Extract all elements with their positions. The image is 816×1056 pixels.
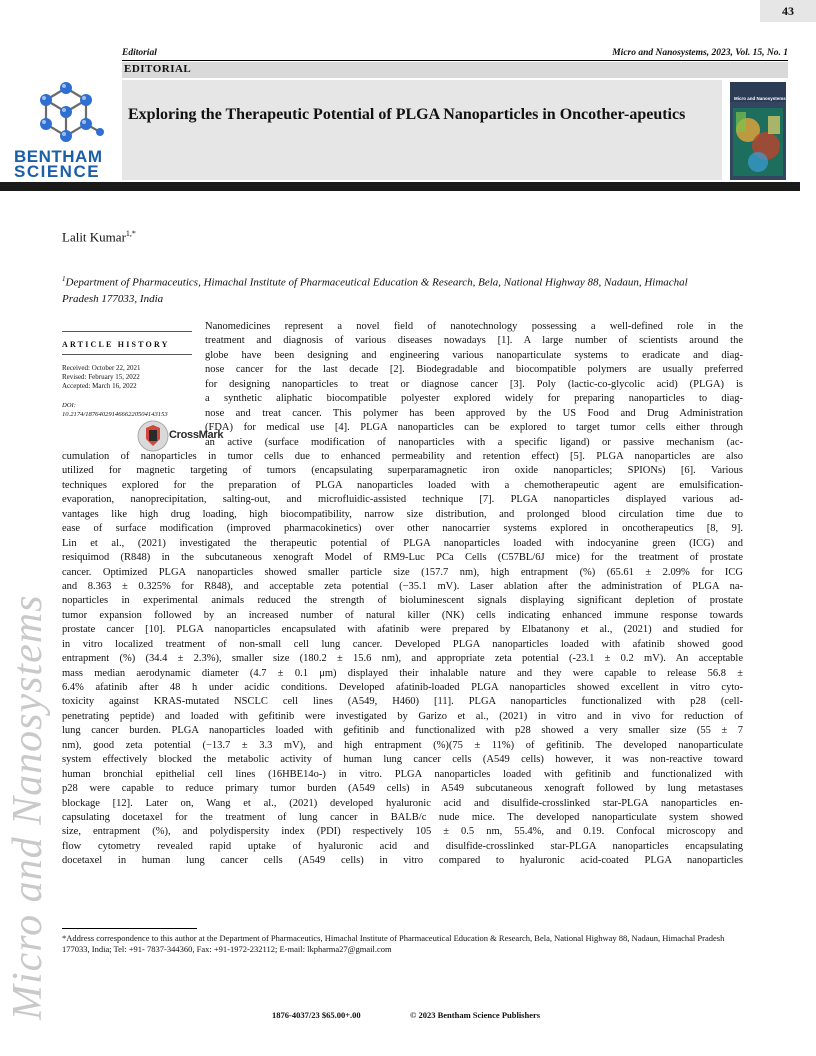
body-line: nm), good zeta potential (−13.7 ± 3.3 mV), and high entrapment (%)(75 ± 11%) of gefitinib. The developed nanoparticulate bbox=[62, 739, 743, 751]
body-line: treatment and diagnosis of various diseases nowadays [1]. A large number of scientists around the bbox=[205, 335, 743, 347]
author-line bbox=[62, 229, 136, 245]
publisher-logo-line2: SCIENCE bbox=[14, 162, 101, 181]
received-date: Received: October 22, 2021 bbox=[62, 364, 141, 372]
doi-value[interactable]: 10.2174/1876402914666220504143153 bbox=[62, 411, 168, 418]
journal-side-label: Micro and Nanosystems bbox=[5, 594, 51, 1020]
body-paragraph-top bbox=[205, 320, 743, 450]
body-line: vantages like high drug loading, high biocompatibility, narrow size distribution, and prolonged blood circulation time due to bbox=[62, 508, 743, 520]
crossmark-icon bbox=[136, 419, 170, 453]
history-rule-top bbox=[62, 331, 192, 332]
body-line: p28 were capable to reduce primary tumor burden (A549 cells) in A549 subcutaneous xenograft followed by lung metastases bbox=[62, 783, 743, 795]
body-line: techniques explored for the preparation of PLGA nanoparticles loaded with a chemotherapeutic agent are emulsification- bbox=[62, 479, 743, 491]
revised-date: Revised: February 15, 2022 bbox=[62, 373, 140, 381]
body-line: Nanomedicines represent a novel field of nanotechnology possessing a well-defined role in the bbox=[205, 321, 743, 332]
body-line: human bronchial epithelial cell lines (16HBE14o-) in vitro. PLGA nanoparticles loaded with gefitinib and functionalized with bbox=[62, 768, 743, 780]
body-line: for designing nanoparticles to treat or diagnose cancer [3]. Poly (lactic-co-glycolic acid) (PLGA) is bbox=[205, 378, 743, 390]
footer-copyright: © 2023 Bentham Science Publishers bbox=[410, 1010, 541, 1020]
body-line: noparticles in experimental animals reduced the strength of bioluminescent signals displaying significant depletion of prostate bbox=[62, 595, 743, 607]
author-superscript: 1,* bbox=[125, 229, 136, 238]
section-label: EDITORIAL bbox=[124, 63, 192, 75]
body-line: penetrating peptide) and loaded with gefitinib were investigated by Garizo et al., (2021) in vitro and in vivo for reduction of bbox=[62, 710, 743, 722]
article-history-title: ARTICLE HISTORY bbox=[62, 340, 170, 349]
body-line: mass median aerodynamic diameter (4.7 ± 0.1 μm) displayed their inhalable nature and they were capable to release 56.8 ± bbox=[62, 667, 743, 679]
section-bar bbox=[122, 62, 788, 78]
body-line: and 8.363 ± 0.325% for R848), and acceptable zeta potential (−35.1 mV). Laser ablation after the administration of PLGA na- bbox=[62, 580, 743, 592]
body-line: nose cancer for the last decade [2]. Biodegradable and biocompatible polymers are usually preferred bbox=[205, 364, 743, 376]
history-rule-bottom bbox=[62, 354, 192, 355]
affiliation-superscript: 1 bbox=[62, 275, 66, 283]
footer-issn: 1876-4037/23 $65.00+.00 bbox=[272, 1010, 361, 1020]
header-rule bbox=[122, 60, 788, 61]
body-line: lung cancer burden. PLGA nanoparticles loaded with gefitinib and functionalized with p28 showed a very smaller size (55 ± 7 bbox=[62, 725, 743, 737]
doi-label: DOI: bbox=[62, 402, 76, 409]
publisher-logo-line1: BENTHAM bbox=[14, 147, 103, 166]
body-line: capsulating docetaxel for the treatment of lung cancer in BALB/c nude mice. The developed nanoparticulate system showed bbox=[62, 811, 743, 823]
crossmark-label: CrossMark bbox=[169, 429, 224, 441]
body-line: system effectively blocked the metabolic activity of human lung cancer cells (A549 cells) however, it was non-reactive toward bbox=[62, 754, 743, 766]
title-band bbox=[122, 80, 722, 180]
molecule-cube-icon bbox=[26, 80, 106, 146]
body-line: cumulation of nanoparticles in tumor cells due to enhanced permeability and retention effect) [5]. PLGA nanoparticles are also bbox=[62, 451, 743, 462]
footnote-rule bbox=[62, 928, 197, 929]
body-paragraph-main bbox=[62, 450, 743, 869]
body-line: cancer. Optimized PLGA nanoparticles showed smaller particle size (157.7 nm), high entrapment (%) (65.61 ± 2.09% for ICG bbox=[62, 566, 743, 578]
body-line: a synthetic aliphatic biocompatible polyester explored widely for preparing nanoparticles to diag- bbox=[205, 393, 743, 405]
accepted-date: Accepted: March 16, 2022 bbox=[62, 382, 137, 390]
body-line: docetaxel in human lung cancer cells (A549 cells) in vitro compared to hyaluronic acid-coated PLGA nanoparticles bbox=[62, 855, 743, 867]
correspondence-footnote: *Address correspondence to this author at the Department of Pharmaceutics, Himachal Institute of Pharmaceutical Education & Research, Bela, National Highway 88, Nadaun, Himachal Pradesh 177033, India; Tel: +91- 7837-344360, Fax: +91-1972-232112; E-mail: lkpharma27@gmail.com bbox=[62, 933, 725, 954]
running-header-right: Micro and Nanosystems, 2023, Vol. 15, No. 1 bbox=[612, 48, 788, 58]
body-line: tumor expansion followed by an increased number of natural killer (NK) cells indicating enhanced immune response towards bbox=[62, 609, 743, 621]
body-line: in vitro localized treatment of non-small cell lung cancer. Developed PLGA nanoparticles loaded with afatinib showed good bbox=[62, 638, 743, 650]
body-line: size, entrapment (%), and polydispersity index (PDI) respectively 105 ± 0.5 nm, 55.4%, and 0.19. Confocal microscopy and bbox=[62, 826, 743, 838]
body-line: entrapment (%) (34.4 ± 2.3%), smaller size (180.2 ± 15.6 nm), and appropriate zeta potential (-23.1 ± 0.2 mV). An acceptable bbox=[62, 653, 743, 665]
body-line: blockage [12]. Later on, Wang et al., (2021) developed hyaluronic acid and disulfide-crosslinked star-PLGA nanoparticles en- bbox=[62, 797, 743, 809]
body-line: Lin et al., (2021) investigated the therapeutic potential of PLGA nanoparticles loaded with indocyanine green (ICG) and bbox=[62, 537, 743, 549]
page-number: 43 bbox=[782, 4, 794, 18]
journal-cover-title: Micro and Nanosystems bbox=[734, 96, 786, 101]
affiliation-text: Department of Pharmaceutics, Himachal Institute of Pharmaceutical Education & Research, Bela, National Highway 88, Nadaun, Himachal Pradesh 177033, India bbox=[62, 276, 688, 305]
body-line: utilized for magnetic targeting of tumors (encapsulating superparamagnetic iron oxide nanoparticles; SPIONs) [6]. Various bbox=[62, 465, 743, 477]
body-line: flow cytometry revealed rapid uptake of hyaluronic acid and disulfide-crosslinked star-PLGA nanoparticles encapsulating bbox=[62, 840, 743, 852]
affiliation bbox=[62, 271, 712, 307]
body-line: ease of surface modification (improved pharmacokinetics) over other nanocarrier systems explored in oncotherapeutics [8, 9]. bbox=[62, 523, 743, 535]
doi-block bbox=[62, 401, 197, 419]
title-divider bbox=[0, 182, 800, 191]
article-title: Exploring the Therapeutic Potential of PLGA Nanoparticles in Oncother-apeutics bbox=[128, 106, 686, 123]
body-line: nose and treat cancer. This polymer has been approved by the US Food and Drug Administration bbox=[205, 407, 743, 419]
body-line: (FDA) for medical use [4]. PLGA nanoparticles can be explored to target tumor cells either through bbox=[205, 422, 743, 434]
body-line: 6.4% afatinib after 48 h under acidic conditions. Developed afatinib-loaded PLGA nanoparticles showed excellent in vitro cyto- bbox=[62, 682, 743, 693]
body-line: prostate cancer [10]. PLGA nanoparticles encapsulated with afatinib were prepared by Elbatanony et al., (2021) and studied for bbox=[62, 624, 743, 636]
body-line: evaporation, nanoprecipitation, salting-out, and microfluidic-assisted technique [7]. PLGA nanoparticles displayed various ad- bbox=[62, 494, 743, 506]
body-line: toxicity against KRAS-mutated NSCLC cell lines (A549, H460) [11]. PLGA nanoparticles functionalized with p28 (cell- bbox=[62, 696, 743, 708]
body-line: an active (surface modification of nanoparticles with a specific ligand) or passive mechanism (ac- bbox=[205, 436, 743, 448]
running-header-left: Editorial bbox=[122, 48, 157, 58]
author-name: Lalit Kumar bbox=[62, 229, 126, 245]
body-line: globe have been designing and engineering various nanoparticulate systems to eradicate and diag- bbox=[205, 349, 743, 361]
body-line: resiquimod (R848) in the subcutaneous xenograft Model of RM9-Luc PCa Cells (C57BL/6J mice) for the treatment of prostate bbox=[62, 552, 743, 564]
